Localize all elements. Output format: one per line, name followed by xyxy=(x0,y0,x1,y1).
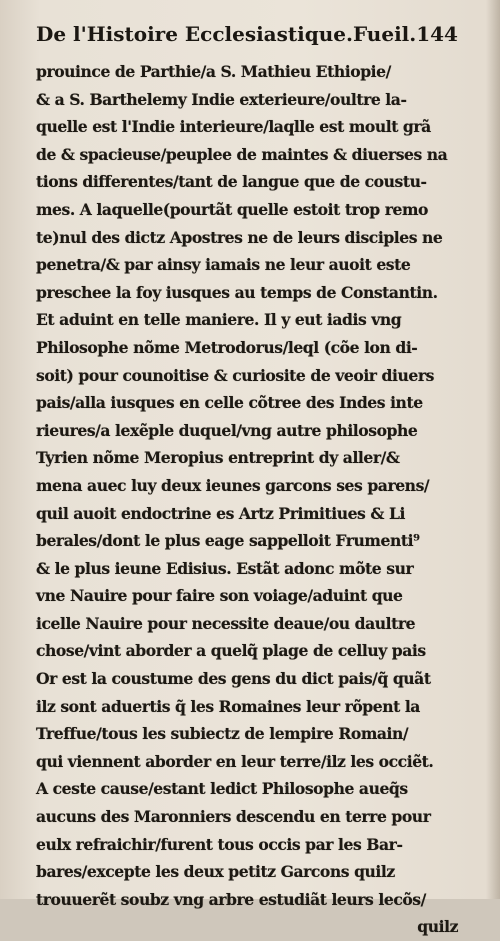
text-line: icelle Nauire pour necessite deaue/ou daultre xyxy=(36,613,416,633)
text-line: Tyrien nõme Meropius entreprint dy aller/& xyxy=(36,448,400,468)
text-line: qui viennent aborder en leur terre/ilz les occiẽt. xyxy=(36,751,434,771)
text-line: quelle est l'Indie interieure/laqlle est moult grã xyxy=(36,117,431,137)
text-line: mena auec luy deux ieunes garcons ses parens/ xyxy=(36,475,430,495)
text-line: aucuns des Maronniers descendu en terre pour xyxy=(36,807,431,827)
folio-number: Fueil.144 xyxy=(352,22,458,46)
text-line: A ceste cause/estant ledict Philosophe aueq̃s xyxy=(36,779,408,799)
text-line: & a S. Barthelemy Indie exterieure/oultre la- xyxy=(36,89,407,109)
text-line: prouince de Parthie/a S. Mathieu Ethiopie/ xyxy=(36,62,391,81)
text-line: Or est la coustume des gens du dict pais/q̃ quãt xyxy=(36,669,431,689)
text-line: quil auoit endoctrine es Artz Primitiues & Li xyxy=(36,503,405,523)
text-line: trouuerẽt soubz vng arbre estudiãt leurs lecõs/ xyxy=(36,889,426,909)
text-line: Treffue/tous les subiectz de lempire Romain/ xyxy=(36,724,409,744)
text-line: eulx refraichir/furent tous occis par les Bar- xyxy=(36,834,403,854)
text-line: vne Nauire pour faire son voiage/aduint que xyxy=(36,586,403,606)
text-line: preschee la foy iusques au temps de Constantin. xyxy=(36,282,438,302)
text-line: de & spacieuse/peuplee de maintes & diuerses na xyxy=(36,144,448,164)
running-title: De l'Histoire Ecclesiastique. xyxy=(36,22,353,46)
text-line: tions differentes/tant de langue que de coustu- xyxy=(36,172,427,192)
text-line: mes. A laquelle(pourtãt quelle estoit trop remo xyxy=(36,199,428,219)
text-line: rieures/a lexẽple duquel/vng autre philosophe xyxy=(36,420,418,440)
body-text xyxy=(36,58,466,941)
text-line: ilz sont aduertis q̃ les Romaines leur rõpent la xyxy=(36,696,420,716)
text-line: pais/alla iusques en celle cõtree des Indes inte xyxy=(36,393,423,413)
text-line: chose/vint aborder a quelq̃ plage de celluy pais xyxy=(36,641,426,661)
text-line: penetra/& par ainsy iamais ne leur auoit este xyxy=(36,255,411,275)
text-line: Et aduint en telle maniere. Il y eut iadis vng xyxy=(36,310,402,330)
catchword: quilz xyxy=(417,917,458,937)
text-line: berales/dont le plus eage sappelloit Frumenti⁹ xyxy=(36,531,420,551)
text-line: Philosophe nõme Metrodorus/leql (cõe lon di- xyxy=(36,337,418,357)
text-line: bares/excepte les deux petitz Garcons quilz xyxy=(36,862,395,882)
text-line: te)nul des dictz Apostres ne de leurs disciples ne xyxy=(36,227,443,247)
page-header xyxy=(36,22,458,52)
text-line: & le plus ieune Edisius. Estãt adonc mõte sur xyxy=(36,558,414,578)
text-line: soit) pour counoitise & curiosite de veoir diuers xyxy=(36,365,434,385)
